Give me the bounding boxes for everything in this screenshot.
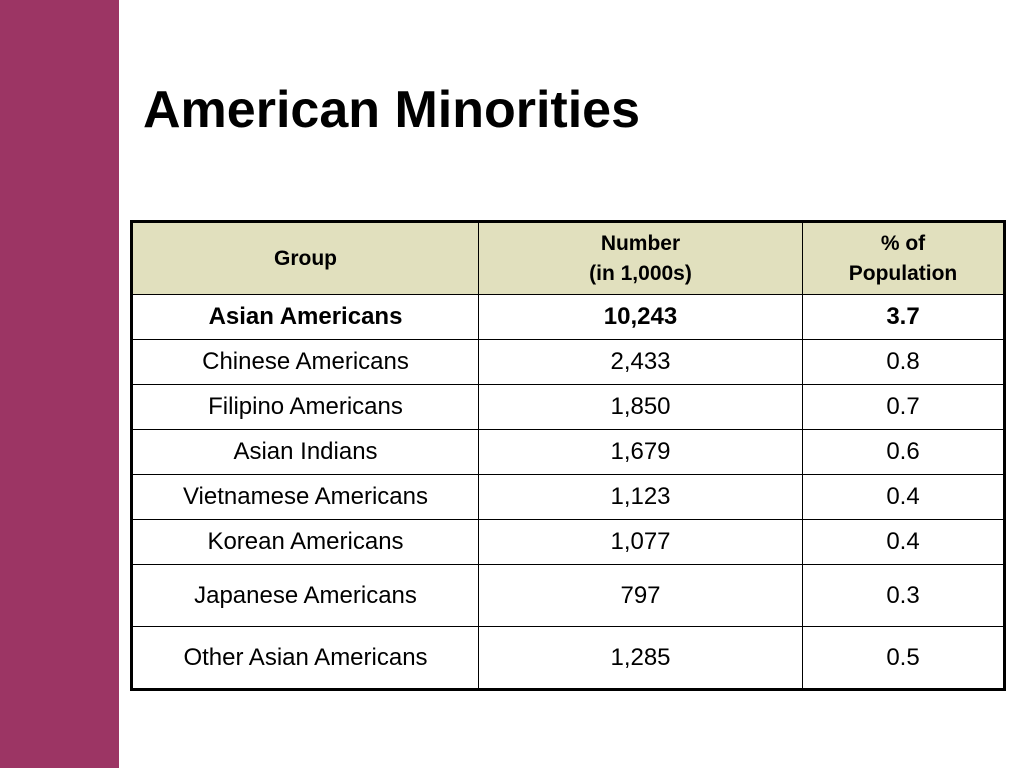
header-number-unit: (in 1,000s) [589,261,692,285]
table-header-row [132,222,1005,295]
header-number [479,222,803,295]
cell-percent: 0.7 [803,385,1005,430]
header-percent [803,222,1005,295]
cell-number: 1,123 [479,475,803,520]
cell-number: 1,077 [479,520,803,565]
header-group-label: Group [274,246,337,270]
cell-number: 1,285 [479,627,803,690]
cell-group: Chinese Americans [132,340,479,385]
header-percent-label: % of [880,232,926,256]
cell-percent: 0.4 [803,475,1005,520]
cell-number: 1,679 [479,430,803,475]
cell-group: Other Asian Americans [132,627,479,690]
table-row [132,520,1005,565]
cell-group: Asian Americans [132,295,479,340]
cell-number: 10,243 [479,295,803,340]
table-row [132,295,1005,340]
cell-percent: 0.6 [803,430,1005,475]
cell-number: 1,850 [479,385,803,430]
table-row [132,340,1005,385]
table-row [132,627,1005,690]
minorities-table [130,220,1006,691]
cell-percent: 3.7 [803,295,1005,340]
cell-group: Korean Americans [132,520,479,565]
cell-group: Japanese Americans [132,565,479,627]
cell-group: Asian Indians [132,430,479,475]
table-row [132,475,1005,520]
cell-percent: 0.8 [803,340,1005,385]
header-number-label: Number [600,232,681,256]
header-group [132,222,479,295]
side-accent-bar [0,0,119,768]
cell-percent: 0.4 [803,520,1005,565]
cell-number: 797 [479,565,803,627]
cell-number: 2,433 [479,340,803,385]
cell-percent: 0.3 [803,565,1005,627]
slide-title: American Minorities [143,81,641,139]
table-row [132,385,1005,430]
cell-group: Vietnamese Americans [132,475,479,520]
cell-group: Filipino Americans [132,385,479,430]
cell-percent: 0.5 [803,627,1005,690]
header-percent-unit: Population [848,261,958,285]
table-row [132,430,1005,475]
table-row [132,565,1005,627]
